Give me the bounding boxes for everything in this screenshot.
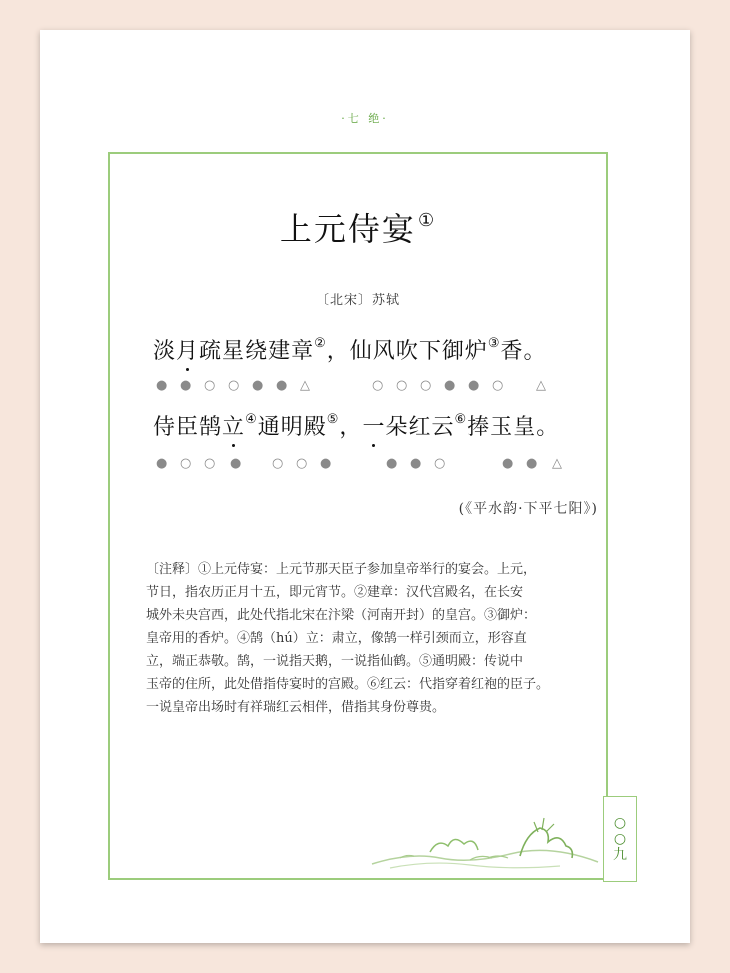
char: 绕: [245, 339, 269, 364]
poem-title: [110, 204, 606, 250]
tone-mark: ○: [434, 456, 446, 471]
char: 明: [280, 415, 304, 440]
char: 立: [222, 410, 245, 441]
char: 吹: [395, 339, 419, 364]
char: 月: [176, 334, 199, 365]
poem-author: 〔北宋〕苏轼: [315, 293, 400, 308]
annotation-line: 立，端正恭敬。鹄，一说指天鹅，一说指仙鹤。⑤通明殿：传说中: [146, 654, 524, 669]
tone-mark: ○: [272, 456, 284, 471]
tone-mark: △: [300, 378, 310, 393]
note-marker: ⑤: [326, 412, 340, 427]
tone-mark: ●: [320, 456, 332, 471]
section-header: ·七 绝·: [341, 112, 389, 125]
char: 建: [268, 339, 292, 364]
char: 疏: [199, 339, 223, 364]
annotation-line: 节日，指农历正月十五，即元宵节。②建章：汉代宫殿名，在长安: [146, 585, 524, 600]
tone-mark: △: [552, 456, 562, 471]
char: 章: [291, 339, 315, 364]
tone-mark: ●: [230, 456, 242, 471]
book-page: [40, 30, 690, 943]
char: 捧: [467, 415, 491, 440]
annotation-line: 城外未央宫西，此处代指北宋在汴梁（河南开封）的皇宫。③御炉：: [146, 608, 537, 623]
tone-mark: ○: [296, 456, 308, 471]
tone-mark: ●: [468, 378, 480, 393]
tone-mark: ●: [156, 378, 168, 393]
page-number: [603, 796, 637, 882]
tone-mark: ●: [386, 456, 398, 471]
char: 红: [408, 415, 432, 440]
punctuation: ，: [339, 415, 363, 440]
tone-mark: ○: [420, 378, 432, 393]
poem-line-2: [153, 410, 559, 446]
char: 下: [418, 339, 442, 364]
punctuation: 。: [523, 339, 547, 364]
char: 仙: [349, 339, 373, 364]
tone-mark: ●: [276, 378, 288, 393]
tone-mark: △: [536, 378, 546, 393]
page-number-char: ○: [613, 831, 627, 847]
page-number-char: 九: [613, 847, 627, 863]
annotations: [146, 558, 602, 719]
tone-mark: ●: [156, 456, 168, 471]
tone-mark: ○: [492, 378, 504, 393]
poem-frame: [108, 152, 608, 880]
tone-mark: ○: [204, 456, 216, 471]
tone-mark: ○: [372, 378, 384, 393]
char: 香: [500, 339, 524, 364]
char: 通: [257, 415, 281, 440]
char: 朵: [385, 415, 409, 440]
tone-mark: ●: [410, 456, 422, 471]
char: 玉: [490, 415, 514, 440]
char: 臣: [176, 415, 200, 440]
char: 风: [372, 339, 396, 364]
page-number-char: ○: [613, 815, 627, 831]
note-marker: ②: [314, 336, 327, 351]
rhyme-source: (《平水韵·下平七阳》): [458, 501, 598, 517]
char: 殿: [303, 415, 327, 440]
tone-mark: ○: [180, 456, 192, 471]
char: 皇: [513, 415, 537, 440]
annotation-line: 一说皇帝出场时有祥瑞红云相伴，借指其身份尊贵。: [146, 700, 446, 715]
tone-mark: ○: [204, 378, 216, 393]
poem-title-text: 上元侍宴: [279, 210, 416, 248]
tone-mark: ●: [444, 378, 456, 393]
annotation-line: 皇帝用的香炉。④鹄（hú）立：肃立，像鹄一样引颈而立，形容直: [146, 631, 527, 646]
note-marker: ④: [245, 412, 258, 427]
char: 鹄: [199, 415, 223, 440]
note-marker: ⑥: [454, 412, 468, 427]
annotation-line: 〔注释〕①上元侍宴：上元节那天臣子参加皇帝举行的宴会。上元，: [146, 562, 537, 577]
tone-mark: ●: [252, 378, 264, 393]
annotation-line: 玉帝的住所，此处借指侍宴时的宫殿。⑥红云：代指穿着红袍的臣子。: [146, 677, 550, 692]
char: 侍: [153, 415, 177, 440]
char: 星: [222, 339, 246, 364]
poem-line-1: [153, 334, 547, 370]
tone-mark: ●: [180, 378, 192, 393]
note-marker: ③: [487, 336, 501, 351]
punctuation: ，: [326, 339, 350, 364]
char: 御: [441, 339, 465, 364]
landscape-illustration: [370, 812, 600, 874]
char: 淡: [153, 339, 177, 364]
char: 炉: [464, 339, 488, 364]
punctuation: 。: [536, 415, 560, 440]
tone-mark: ○: [396, 378, 408, 393]
tone-mark: ●: [502, 456, 514, 471]
tone-mark: ○: [228, 378, 240, 393]
tone-mark: ●: [526, 456, 538, 471]
char: 一: [362, 410, 385, 441]
title-note-marker: ①: [417, 210, 437, 231]
char: 云: [431, 415, 455, 440]
